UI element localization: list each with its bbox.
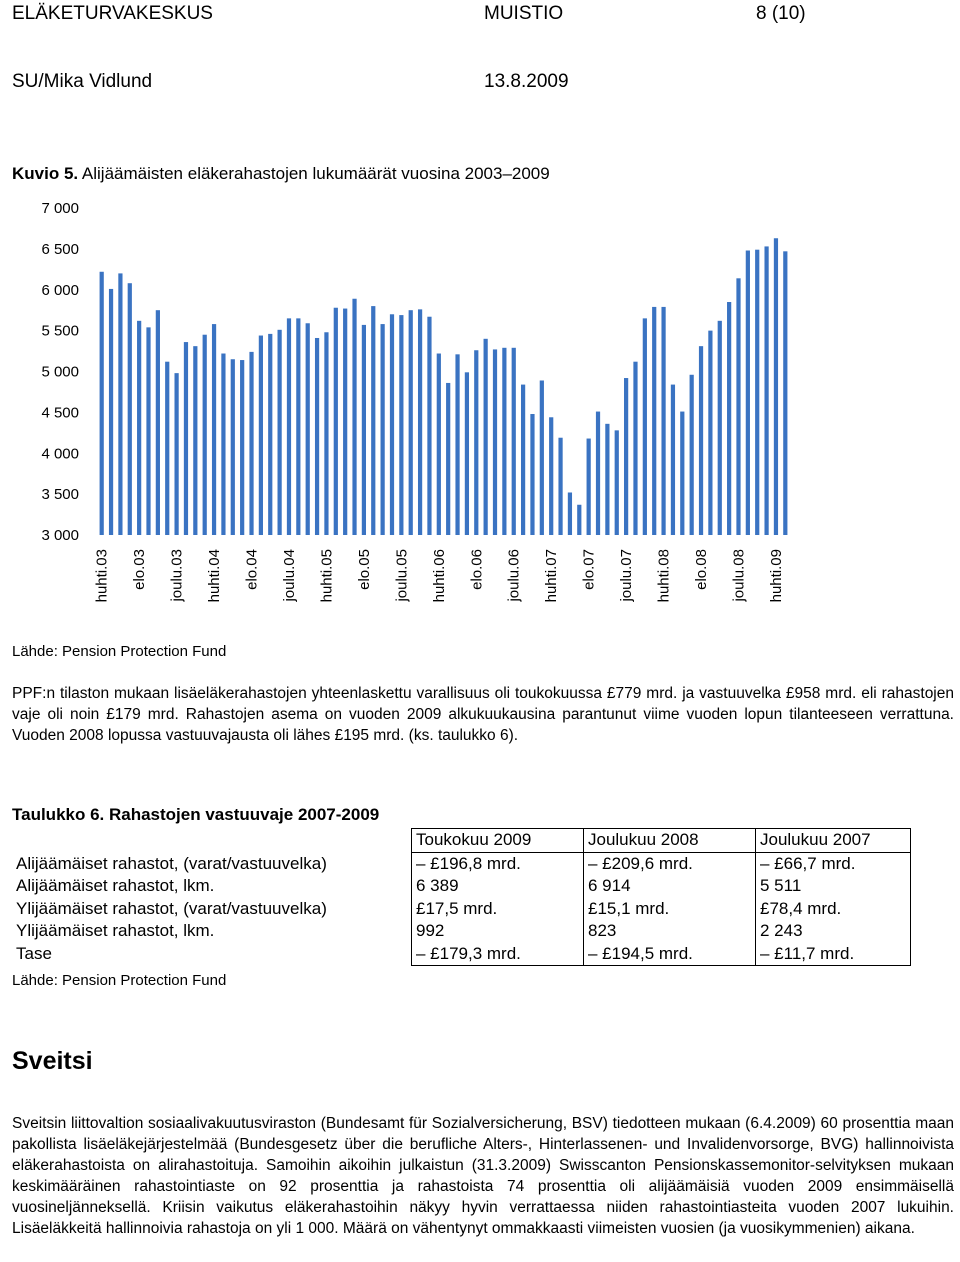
row-label: Ylijäämäiset rahastot, lkm. bbox=[16, 921, 215, 941]
bar bbox=[549, 417, 553, 535]
table-cell: 6 389 bbox=[412, 875, 584, 898]
bar bbox=[633, 362, 637, 535]
bar bbox=[699, 346, 703, 535]
bar bbox=[165, 362, 169, 535]
bar bbox=[783, 251, 787, 535]
bar bbox=[465, 372, 469, 535]
bar bbox=[362, 325, 366, 535]
y-tick-label: 7 000 bbox=[41, 200, 79, 217]
table-caption-label: Taulukko 6. bbox=[12, 805, 105, 824]
figure-caption bbox=[12, 164, 550, 184]
bar bbox=[493, 349, 497, 535]
table-source: Lähde: Pension Protection Fund bbox=[12, 972, 227, 989]
bar bbox=[203, 335, 207, 535]
bar bbox=[624, 378, 628, 535]
bar bbox=[184, 342, 188, 535]
y-tick-label: 3 000 bbox=[41, 527, 79, 544]
x-tick-label: joulu.04 bbox=[280, 549, 298, 602]
bar bbox=[334, 308, 338, 535]
bar bbox=[671, 385, 675, 535]
org-name: ELÄKETURVAKESKUS bbox=[12, 3, 213, 24]
bar bbox=[596, 412, 600, 535]
table-header-row bbox=[12, 829, 911, 853]
bar bbox=[371, 306, 375, 535]
table-row bbox=[12, 898, 911, 921]
bar bbox=[446, 383, 450, 535]
bar bbox=[568, 492, 572, 535]
table-cell: £78,4 mrd. bbox=[756, 898, 911, 921]
bar bbox=[718, 321, 722, 535]
table-row bbox=[12, 852, 911, 875]
figure-caption-label: Kuvio 5. bbox=[12, 164, 79, 183]
table-cell: £17,5 mrd. bbox=[412, 898, 584, 921]
bar bbox=[240, 360, 244, 535]
bar bbox=[484, 339, 488, 535]
x-tick-label: huhti.03 bbox=[93, 549, 111, 603]
bar bbox=[137, 321, 141, 535]
x-tick-label: elo.03 bbox=[131, 549, 149, 590]
x-tick-label: joulu.03 bbox=[168, 549, 186, 602]
table-caption-text: Rahastojen vastuuvaje 2007-2009 bbox=[104, 805, 380, 824]
bar bbox=[690, 375, 694, 535]
doc-type: MUISTIO bbox=[484, 3, 564, 24]
column-header: Joulukuu 2007 bbox=[756, 829, 911, 853]
bar bbox=[605, 424, 609, 535]
bar bbox=[558, 438, 562, 535]
x-tick-label: huhti.06 bbox=[430, 549, 448, 603]
y-tick-label: 6 000 bbox=[41, 281, 79, 299]
x-tick-label: huhti.04 bbox=[206, 549, 224, 603]
bar bbox=[343, 309, 347, 535]
bar bbox=[530, 414, 534, 535]
bar bbox=[727, 302, 731, 535]
x-tick-label: joulu.05 bbox=[393, 549, 411, 602]
table-row bbox=[12, 943, 911, 966]
bar bbox=[324, 332, 328, 535]
table-cell: 6 914 bbox=[584, 875, 756, 898]
x-tick-label: elo.08 bbox=[693, 549, 711, 590]
bar bbox=[315, 338, 319, 535]
x-tick-label: huhti.07 bbox=[543, 549, 561, 603]
bar bbox=[306, 323, 310, 535]
bar bbox=[156, 310, 160, 535]
table-header-empty bbox=[12, 829, 412, 853]
y-tick-label: 4 000 bbox=[41, 445, 79, 463]
bar bbox=[521, 385, 525, 535]
column-header: Toukokuu 2009 bbox=[412, 829, 584, 853]
x-tick-label: joulu.07 bbox=[618, 549, 636, 602]
table-cell: 992 bbox=[412, 920, 584, 943]
bar bbox=[249, 352, 253, 535]
x-tick-label: huhti.05 bbox=[318, 549, 336, 603]
bar bbox=[174, 373, 178, 535]
table-cell: – £196,8 mrd. bbox=[412, 852, 584, 875]
figure-source: Lähde: Pension Protection Fund bbox=[12, 643, 227, 660]
page-number: 8 (10) bbox=[756, 3, 806, 24]
bar bbox=[231, 359, 235, 535]
bar bbox=[512, 348, 516, 535]
bar-series bbox=[100, 238, 788, 535]
x-tick-label: joulu.08 bbox=[730, 549, 748, 602]
body-paragraph: PPF:n tilaston mukaan lisäeläkerahastojen yhteenlaskettu varallisuus oli toukokuussa £779 mrd. ja vastuuvelka £958 mrd. eli rahastojen vaje oli noin £179 mrd. Rahastojen asema on vuoden 2009 alkukuukausina parantunut viime vuoden lopun tilanteeseen verrattuna. Vuoden 2008 lopussa vastuuvajausta oli lähes £195 mrd. (ks. taulukko 6). bbox=[12, 685, 954, 744]
bar bbox=[100, 272, 104, 535]
x-tick-label: elo.06 bbox=[468, 549, 486, 590]
bar bbox=[764, 246, 768, 535]
bar bbox=[390, 314, 394, 535]
row-label: Alijäämäiset rahastot, (varat/vastuuvelka) bbox=[16, 853, 327, 873]
section-paragraph: Sveitsin liittovaltion sosiaalivakuutusviraston (Bundesamt für Sozialversicherung, BSV) tiedotteen mukaan (6.4.2009) 60 prosenttia maan pakollista lisäeläkejärjestelmää (Bundesgesetz über die berufliche Alters-, Hinterlassenen- und Invalidenvorsorge, BVG) hallinnoivista eläkerahastoista on alirahastoituja. Samoihin aikoihin julkaistun (31.3.2009) Swisscanton Pensionskassemonitor-selvityksen mukaan keskimääräinen rahastointiaste on 92 prosenttia ja rahastoista 74 prosenttia oli alijäämäisiä vuoden 2009 ensimmäisellä vuosineljänneksellä. Kriisin vaikutus eläkerahastoihin näkyy hyvin verrattaessa niiden rahastointiasteita vuoden 2007 lukuihin. Lisäeläkkeitä hallinnoivia rahastoja on yli 1 000. Määrä on vähentynyt ommakkaasti viimeisten vuosien (ja vuosikymmenien) aikana. bbox=[12, 1115, 954, 1237]
table-row bbox=[12, 920, 911, 943]
table-cell: 823 bbox=[584, 920, 756, 943]
bar bbox=[109, 289, 113, 535]
y-tick-label: 5 500 bbox=[41, 322, 79, 340]
row-label: Tase bbox=[16, 944, 52, 963]
x-tick-label: huhti.09 bbox=[767, 549, 785, 603]
bar bbox=[661, 307, 665, 535]
figure-caption-text: Alijäämäisten eläkerahastojen lukumäärät vuosina 2003–2009 bbox=[78, 164, 550, 183]
column-header: Joulukuu 2008 bbox=[584, 829, 756, 853]
bar bbox=[746, 251, 750, 535]
bar bbox=[399, 315, 403, 535]
bar bbox=[418, 309, 422, 535]
table-cell: £15,1 mrd. bbox=[584, 898, 756, 921]
bar bbox=[474, 350, 478, 535]
x-tick-label: huhti.08 bbox=[655, 549, 673, 603]
y-tick-label: 5 000 bbox=[41, 363, 79, 381]
bar bbox=[736, 278, 740, 535]
y-tick-label: 6 500 bbox=[41, 240, 79, 258]
bar bbox=[680, 412, 684, 535]
x-tick-label: elo.07 bbox=[580, 549, 598, 590]
table-cell: 5 511 bbox=[756, 875, 911, 898]
table-row bbox=[12, 875, 911, 898]
bar bbox=[259, 336, 263, 535]
bar bbox=[381, 324, 385, 535]
bar bbox=[427, 317, 431, 535]
bar bbox=[287, 318, 291, 535]
bar bbox=[774, 238, 778, 535]
row-label: Alijäämäiset rahastot, lkm. bbox=[16, 876, 215, 896]
bar bbox=[268, 334, 272, 535]
bar bbox=[708, 331, 712, 535]
bar-chart bbox=[0, 190, 960, 640]
bar bbox=[146, 327, 150, 535]
table-cell: 2 243 bbox=[756, 920, 911, 943]
x-tick-label: elo.04 bbox=[243, 549, 261, 590]
x-axis bbox=[94, 549, 785, 603]
bar bbox=[587, 439, 591, 535]
y-tick-label: 3 500 bbox=[41, 486, 79, 504]
table-cell: – £209,6 mrd. bbox=[584, 852, 756, 875]
bar bbox=[193, 346, 197, 535]
deficit-table bbox=[12, 828, 911, 966]
bar bbox=[502, 348, 506, 535]
y-axis bbox=[41, 200, 79, 544]
bar bbox=[615, 430, 619, 535]
bar bbox=[455, 354, 459, 535]
bar bbox=[652, 307, 656, 535]
bar bbox=[128, 283, 132, 535]
table-caption bbox=[12, 805, 379, 825]
x-tick-label: joulu.06 bbox=[505, 549, 523, 602]
bar bbox=[643, 318, 647, 535]
bar bbox=[118, 273, 122, 535]
table-cell: – £66,7 mrd. bbox=[756, 852, 911, 875]
table-cell: – £11,7 mrd. bbox=[756, 943, 911, 966]
bar bbox=[577, 505, 581, 535]
bar bbox=[352, 299, 356, 535]
y-tick-label: 4 500 bbox=[41, 404, 79, 422]
row-label: Ylijäämäiset rahastot, (varat/vastuuvelka) bbox=[16, 898, 327, 918]
bar bbox=[221, 354, 225, 535]
doc-date: 13.8.2009 bbox=[484, 71, 569, 92]
bar bbox=[409, 310, 413, 535]
author: SU/Mika Vidlund bbox=[12, 71, 153, 92]
bar bbox=[437, 354, 441, 535]
bar bbox=[755, 250, 759, 535]
table-cell: – £194,5 mrd. bbox=[584, 943, 756, 966]
bar bbox=[278, 330, 282, 535]
table-cell: – £179,3 mrd. bbox=[412, 943, 584, 966]
bar bbox=[296, 318, 300, 535]
bar bbox=[540, 380, 544, 535]
bar bbox=[212, 324, 216, 535]
section-title: Sveitsi bbox=[12, 1047, 93, 1075]
x-tick-label: elo.05 bbox=[355, 549, 373, 590]
